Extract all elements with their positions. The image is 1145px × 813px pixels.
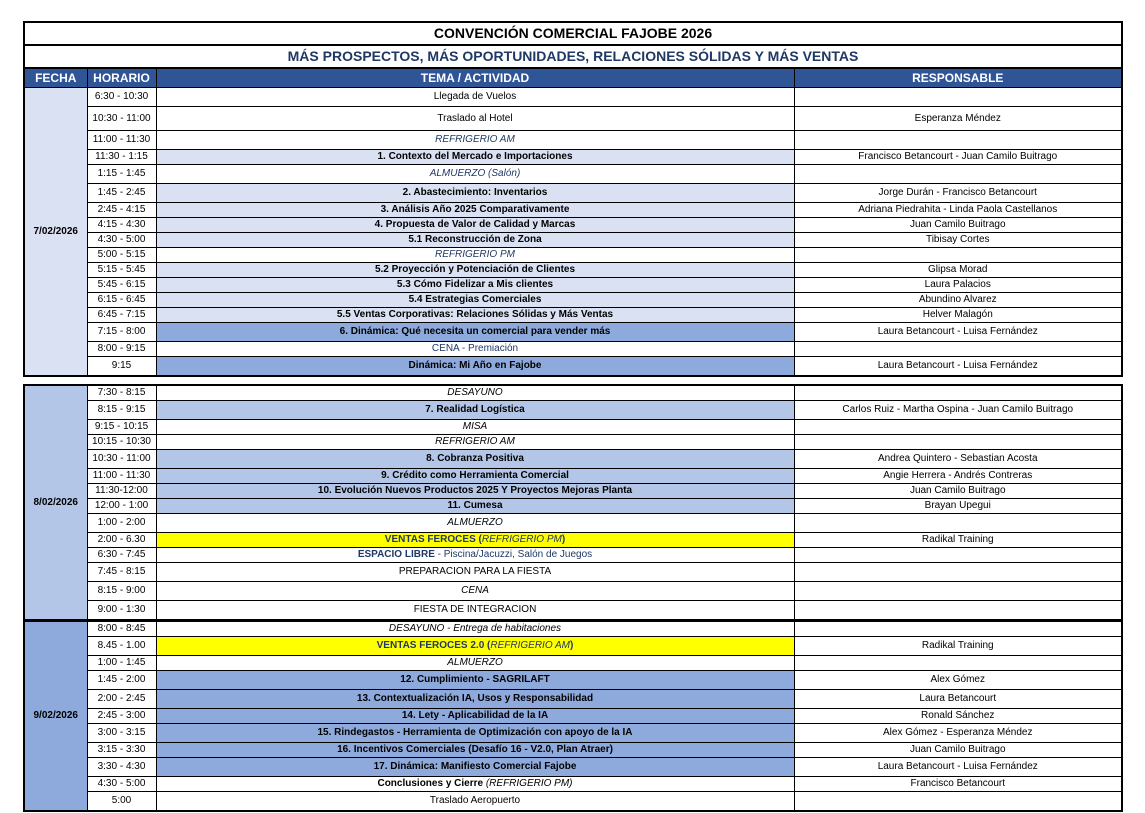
time-cell: 1:00 - 2:00 [87, 514, 156, 533]
topic-cell [156, 342, 794, 357]
table-row [24, 435, 1122, 450]
time-cell: 7:30 - 8:15 [87, 385, 156, 401]
topic-ventas-feroces: VENTAS FEROCES ( [384, 534, 482, 545]
time-cell: 6:45 - 7:15 [87, 308, 156, 323]
time-cell: 11:30 - 1:15 [87, 150, 156, 165]
topic-cell: Llegada de Vuelos [156, 88, 794, 107]
date-cell: 9/02/2026 [24, 621, 87, 811]
time-cell: 3:30 - 4:30 [87, 758, 156, 777]
topic-cell: ALMUERZO (Salón) [156, 165, 794, 184]
topic-cell: 1. Contexto del Mercado e Importaciones [156, 150, 794, 165]
time-cell: 5:45 - 6:15 [87, 278, 156, 293]
resp-cell: Radikal Training [794, 533, 1122, 548]
topic-entrega: - Entrega de habitaciones [444, 623, 562, 634]
table-row [24, 88, 1122, 107]
table-row [24, 342, 1122, 357]
resp-cell: Ronald Sánchez [794, 709, 1122, 724]
resp-cell [794, 131, 1122, 150]
table-row [24, 469, 1122, 484]
topic-cell: REFRIGERIO AM [156, 131, 794, 150]
schedule-day2-table [23, 384, 1123, 621]
table-row [24, 150, 1122, 165]
table-row [24, 233, 1122, 248]
topic-cell: 16. Incentivos Comerciales (Desafío 16 - V2.0, Plan Atraer) [156, 743, 794, 758]
resp-cell: Glipsa Morad [794, 263, 1122, 278]
topic-cell: MISA [156, 420, 794, 435]
resp-cell: Helver Malagón [794, 308, 1122, 323]
resp-cell: Adriana Piedrahita - Linda Paola Castellanos [794, 203, 1122, 218]
resp-cell: Laura Palacios [794, 278, 1122, 293]
topic-cell: Traslado al Hotel [156, 107, 794, 131]
table-row [24, 499, 1122, 514]
topic-cell: 10. Evolución Nuevos Productos 2025 Y Proyectos Mejoras Planta [156, 484, 794, 499]
topic-cell: 13. Contextualización IA, Usos y Responsabilidad [156, 690, 794, 709]
resp-cell: Esperanza Méndez [794, 107, 1122, 131]
topic-cell: 6. Dinámica: Qué necesita un comercial para vender más [156, 323, 794, 342]
topic-refrigerio: REFRIGERIO PM [481, 534, 562, 545]
table-row [24, 263, 1122, 278]
resp-cell: Andrea Quintero - Sebastian Acosta [794, 450, 1122, 469]
time-cell: 10:30 - 11:00 [87, 107, 156, 131]
topic-cell: 5.3 Cómo Fidelizar a Mis clientes [156, 278, 794, 293]
table-row [24, 621, 1122, 637]
resp-cell [794, 88, 1122, 107]
time-cell: 11:00 - 11:30 [87, 131, 156, 150]
table-row [24, 218, 1122, 233]
topic-desayuno: DESAYUNO [388, 623, 445, 634]
time-cell: 11:00 - 11:30 [87, 469, 156, 484]
topic-cell: 15. Rindegastos - Herramienta de Optimización con apoyo de la IA [156, 724, 794, 743]
topic-cell: ALMUERZO [156, 656, 794, 671]
topic-cell: Traslado Aeropuerto [156, 792, 794, 812]
time-cell: 8:00 - 8:45 [87, 621, 156, 637]
resp-cell [794, 601, 1122, 621]
time-cell: 7:45 - 8:15 [87, 563, 156, 582]
table-row [24, 323, 1122, 342]
topic-refrigerio-pm: (REFRIGERIO PM) [485, 778, 573, 789]
time-cell: 3:00 - 3:15 [87, 724, 156, 743]
resp-cell: Alex Gómez [794, 671, 1122, 690]
resp-cell: Laura Betancourt - Luisa Fernández [794, 323, 1122, 342]
table-row [24, 308, 1122, 323]
time-cell: 1:15 - 1:45 [87, 165, 156, 184]
resp-cell: Juan Camilo Buitrago [794, 743, 1122, 758]
resp-cell: Laura Betancourt - Luisa Fernández [794, 357, 1122, 377]
resp-cell: Tibisay Cortes [794, 233, 1122, 248]
table-row [24, 533, 1122, 548]
table-row [24, 385, 1122, 401]
resp-cell: Alex Gómez - Esperanza Méndez [794, 724, 1122, 743]
resp-cell: Brayan Upegui [794, 499, 1122, 514]
page-subtitle: MÁS PROSPECTOS, MÁS OPORTUNIDADES, RELACIONES SÓLIDAS Y MÁS VENTAS [24, 45, 1122, 68]
resp-cell: Radikal Training [794, 637, 1122, 656]
topic-cell [156, 548, 794, 563]
time-cell: 5:00 [87, 792, 156, 812]
resp-cell [794, 435, 1122, 450]
time-cell: 1:00 - 1:45 [87, 656, 156, 671]
time-cell: 5:15 - 5:45 [87, 263, 156, 278]
page-title: CONVENCIÓN COMERCIAL FAJOBE 2026 [24, 22, 1122, 45]
topic-cell: 12. Cumplimiento - SAGRILAFT [156, 671, 794, 690]
topic-cell: 5.5 Ventas Corporativas: Relaciones Sólidas y Más Ventas [156, 308, 794, 323]
table-row [24, 582, 1122, 601]
table-row [24, 107, 1122, 131]
time-cell: 2:45 - 4:15 [87, 203, 156, 218]
resp-cell [794, 548, 1122, 563]
header-fecha: FECHA [24, 68, 87, 88]
table-row [24, 743, 1122, 758]
table-row [24, 293, 1122, 308]
header-horario: HORARIO [87, 68, 156, 88]
resp-cell: Laura Betancourt - Luisa Fernández [794, 758, 1122, 777]
topic-ventas-feroces-2: VENTAS FEROCES 2.0 ( [376, 640, 491, 651]
topic-refrigerio-am: REFRIGERIO AM [490, 640, 571, 651]
resp-cell: Francisco Betancourt [794, 777, 1122, 792]
time-cell: 6:30 - 7:45 [87, 548, 156, 563]
table-row [24, 548, 1122, 563]
table-row [24, 184, 1122, 203]
topic-cell: 5.1 Reconstrucción de Zona [156, 233, 794, 248]
schedule-day3-table [23, 620, 1123, 812]
table-row [24, 758, 1122, 777]
topic-cell: PREPARACION PARA LA FIESTA [156, 563, 794, 582]
resp-cell [794, 621, 1122, 637]
topic-cell [156, 621, 794, 637]
resp-cell [794, 420, 1122, 435]
time-cell: 12:00 - 1:00 [87, 499, 156, 514]
table-row [24, 563, 1122, 582]
schedule-day1-table [23, 21, 1123, 377]
resp-cell: Abundino Alvarez [794, 293, 1122, 308]
topic-cell: 3. Análisis Año 2025 Comparativamente [156, 203, 794, 218]
table-row [24, 690, 1122, 709]
topic-piscina: - Piscina/Jacuzzi, Salón de Juegos [434, 549, 593, 560]
resp-cell: Laura Betancourt [794, 690, 1122, 709]
table-row [24, 131, 1122, 150]
topic-cell [156, 637, 794, 656]
table-row [24, 248, 1122, 263]
topic-cell: 5.4 Estrategias Comerciales [156, 293, 794, 308]
table-row [24, 637, 1122, 656]
time-cell: 4:15 - 4:30 [87, 218, 156, 233]
table-row [24, 357, 1122, 377]
table-row [24, 514, 1122, 533]
table-row [24, 165, 1122, 184]
date-cell: 7/02/2026 [24, 88, 87, 377]
topic-cell: ALMUERZO [156, 514, 794, 533]
time-cell: 2:00 - 6.30 [87, 533, 156, 548]
resp-cell [794, 514, 1122, 533]
topic-close-paren: ) [570, 640, 574, 651]
time-cell: 1:45 - 2:00 [87, 671, 156, 690]
time-cell: 11:30-12:00 [87, 484, 156, 499]
topic-conclusiones: Conclusiones y Cierre [377, 778, 486, 789]
time-cell: 3:15 - 3:30 [87, 743, 156, 758]
table-row [24, 656, 1122, 671]
time-cell: 9:00 - 1:30 [87, 601, 156, 621]
topic-cell: 2. Abastecimiento: Inventarios [156, 184, 794, 203]
time-cell: 5:00 - 5:15 [87, 248, 156, 263]
time-cell: 2:45 - 3:00 [87, 709, 156, 724]
resp-cell [794, 342, 1122, 357]
time-cell: 9:15 [87, 357, 156, 377]
table-row [24, 724, 1122, 743]
resp-cell [794, 385, 1122, 401]
resp-cell [794, 582, 1122, 601]
topic-cell: 5.2 Proyección y Potenciación de Clientes [156, 263, 794, 278]
table-row [24, 450, 1122, 469]
time-cell: 6:30 - 10:30 [87, 88, 156, 107]
topic-cell: Dinámica: Mi Año en Fajobe [156, 357, 794, 377]
topic-espacio-libre: ESPACIO LIBRE [357, 549, 435, 560]
resp-cell: Jorge Durán - Francisco Betancourt [794, 184, 1122, 203]
resp-cell [794, 563, 1122, 582]
time-cell: 7:15 - 8:00 [87, 323, 156, 342]
header-responsable: RESPONSABLE [794, 68, 1122, 88]
resp-cell [794, 165, 1122, 184]
resp-cell: Juan Camilo Buitrago [794, 218, 1122, 233]
header-tema: TEMA / ACTIVIDAD [156, 68, 794, 88]
topic-cena: CENA [431, 343, 460, 354]
resp-cell [794, 792, 1122, 812]
topic-cell: 8. Cobranza Positiva [156, 450, 794, 469]
resp-cell: Angie Herrera - Andrés Contreras [794, 469, 1122, 484]
table-row [24, 420, 1122, 435]
time-cell: 10:30 - 11:00 [87, 450, 156, 469]
topic-cell [156, 777, 794, 792]
table-row [24, 401, 1122, 420]
time-cell: 10:15 - 10:30 [87, 435, 156, 450]
table-row [24, 203, 1122, 218]
time-cell: 4:30 - 5:00 [87, 777, 156, 792]
topic-close-paren: ) [561, 534, 566, 545]
topic-cell: 11. Cumesa [156, 499, 794, 514]
time-cell: 9:15 - 10:15 [87, 420, 156, 435]
topic-cell: DESAYUNO [156, 385, 794, 401]
resp-cell: Francisco Betancourt - Juan Camilo Buitrago [794, 150, 1122, 165]
topic-cell: 17. Dinámica: Manifiesto Comercial Fajobe [156, 758, 794, 777]
table-row [24, 278, 1122, 293]
time-cell: 8:15 - 9:15 [87, 401, 156, 420]
time-cell: 1:45 - 2:45 [87, 184, 156, 203]
time-cell: 2:00 - 2:45 [87, 690, 156, 709]
date-cell: 8/02/2026 [24, 385, 87, 620]
table-row [24, 601, 1122, 621]
topic-cell: FIESTA DE INTEGRACION [156, 601, 794, 621]
topic-cell: REFRIGERIO PM [156, 248, 794, 263]
topic-premiacion: - Premiación [459, 343, 519, 354]
table-row [24, 484, 1122, 499]
topic-cell: 7. Realidad Logística [156, 401, 794, 420]
table-row [24, 709, 1122, 724]
table-row [24, 792, 1122, 812]
time-cell: 4:30 - 5:00 [87, 233, 156, 248]
time-cell: 8:00 - 9:15 [87, 342, 156, 357]
topic-cell: CENA [156, 582, 794, 601]
resp-cell: Carlos Ruiz - Martha Ospina - Juan Camilo Buitrago [794, 401, 1122, 420]
time-cell: 8.45 - 1.00 [87, 637, 156, 656]
resp-cell [794, 656, 1122, 671]
time-cell: 6:15 - 6:45 [87, 293, 156, 308]
resp-cell: Juan Camilo Buitrago [794, 484, 1122, 499]
resp-cell [794, 248, 1122, 263]
topic-cell: 9. Crédito como Herramienta Comercial [156, 469, 794, 484]
topic-cell: 4. Propuesta de Valor de Calidad y Marcas [156, 218, 794, 233]
table-row [24, 671, 1122, 690]
topic-cell: REFRIGERIO AM [156, 435, 794, 450]
topic-cell [156, 533, 794, 548]
topic-cell: 14. Lety - Aplicabilidad de la IA [156, 709, 794, 724]
table-row [24, 777, 1122, 792]
time-cell: 8:15 - 9:00 [87, 582, 156, 601]
